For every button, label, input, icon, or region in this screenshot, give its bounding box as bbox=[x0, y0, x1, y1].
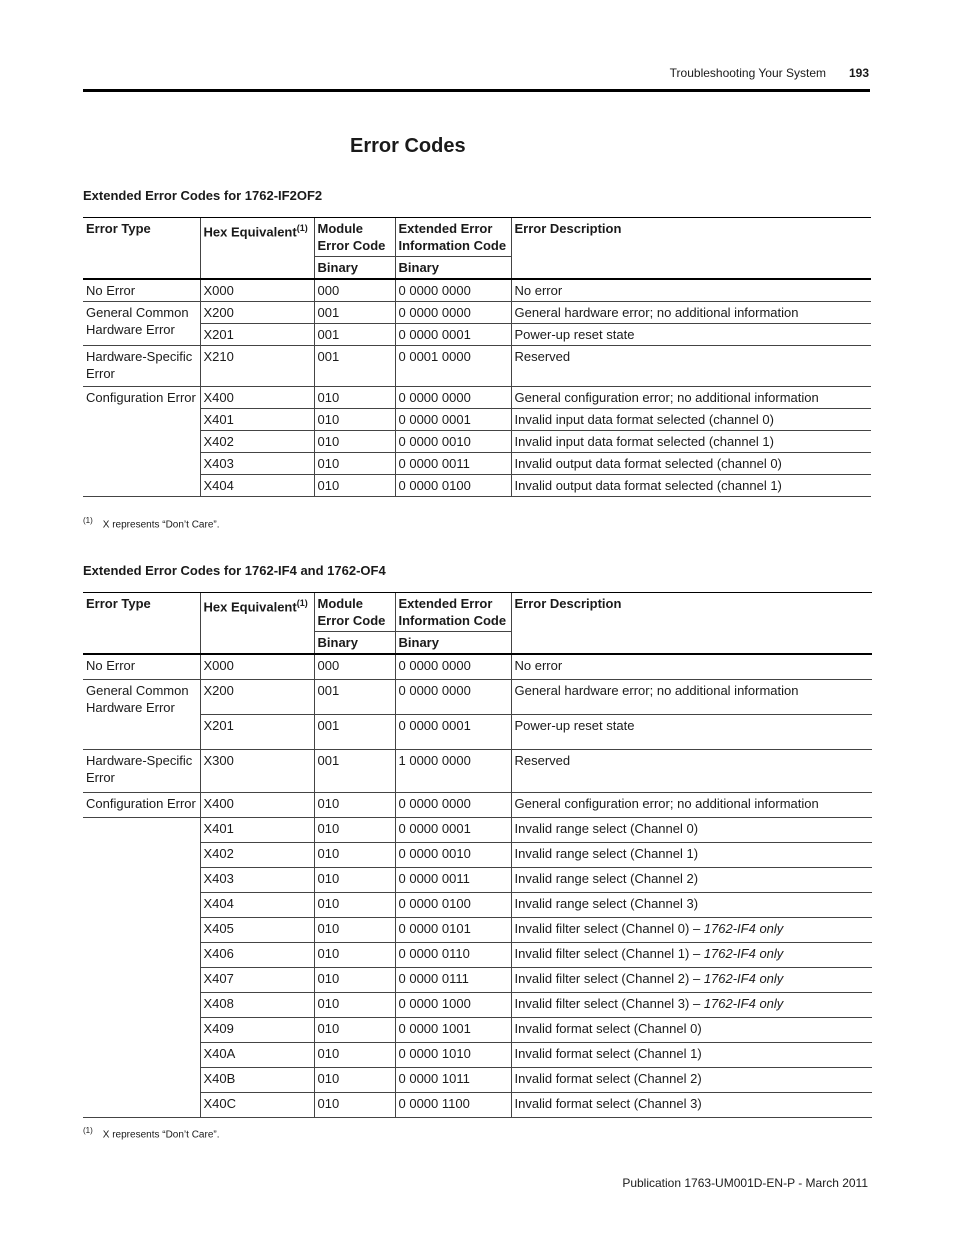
cell-description-note: 1762-IF4 only bbox=[703, 946, 784, 961]
cell-module: 010 bbox=[314, 1068, 395, 1093]
cell-extended: 0 0000 0101 bbox=[395, 918, 511, 943]
table-row bbox=[83, 302, 871, 324]
table-1-footnote bbox=[83, 516, 220, 530]
table-row bbox=[83, 793, 872, 818]
cell-module: 010 bbox=[314, 818, 395, 843]
cell-module: 001 bbox=[314, 680, 395, 715]
running-header: Troubleshooting Your System bbox=[669, 66, 826, 80]
table-row bbox=[83, 843, 872, 868]
footnote-text: X represents “Don’t Care”. bbox=[102, 1129, 220, 1141]
table-row bbox=[83, 279, 871, 302]
cell-module: 010 bbox=[314, 409, 395, 431]
cell-module: 001 bbox=[314, 750, 395, 793]
table-row bbox=[83, 943, 872, 968]
header-error-description: Error Description bbox=[511, 593, 872, 655]
cell-hex: X201 bbox=[200, 715, 314, 750]
cell-hex: X409 bbox=[200, 1018, 314, 1043]
cell-description: Power-up reset state bbox=[511, 324, 871, 346]
cell-module: 010 bbox=[314, 868, 395, 893]
cell-hex: X403 bbox=[200, 868, 314, 893]
table-row bbox=[83, 680, 872, 715]
cell-module: 010 bbox=[314, 968, 395, 993]
cell-hex: X406 bbox=[200, 943, 314, 968]
cell-description: Invalid filter select (Channel 1) – 1762-IF4 only bbox=[511, 943, 872, 968]
cell-module: 010 bbox=[314, 1093, 395, 1118]
footnote-text: X represents “Don’t Care”. bbox=[102, 519, 220, 531]
cell-error-type: General Common Hardware Error bbox=[83, 680, 200, 750]
cell-description: General hardware error; no additional information bbox=[511, 302, 871, 324]
table-row bbox=[83, 750, 872, 793]
cell-description: General configuration error; no additional information bbox=[511, 387, 871, 409]
cell-module: 010 bbox=[314, 387, 395, 409]
table-row bbox=[83, 893, 872, 918]
table-row bbox=[83, 1068, 872, 1093]
cell-description: Invalid filter select (Channel 3) – 1762-IF4 only bbox=[511, 993, 872, 1018]
cell-module: 000 bbox=[314, 654, 395, 680]
footnote-ref: (1) bbox=[296, 223, 308, 233]
cell-hex: X400 bbox=[200, 793, 314, 818]
table-row bbox=[83, 346, 871, 387]
cell-hex: X404 bbox=[200, 893, 314, 918]
cell-extended: 1 0000 0000 bbox=[395, 750, 511, 793]
header-error-description: Error Description bbox=[511, 218, 871, 280]
cell-module: 010 bbox=[314, 893, 395, 918]
cell-hex: X405 bbox=[200, 918, 314, 943]
cell-module: 000 bbox=[314, 279, 395, 302]
cell-description: Power-up reset state bbox=[511, 715, 872, 750]
cell-error-type: No Error bbox=[83, 279, 200, 302]
cell-description: Invalid format select (Channel 3) bbox=[511, 1093, 872, 1118]
cell-hex: X210 bbox=[200, 346, 314, 387]
cell-hex: X403 bbox=[200, 453, 314, 475]
cell-description: Invalid input data format selected (channel 0) bbox=[511, 409, 871, 431]
table-row bbox=[83, 431, 871, 453]
cell-extended: 0 0000 0010 bbox=[395, 431, 511, 453]
cell-hex: X40C bbox=[200, 1093, 314, 1118]
error-codes-table-2 bbox=[83, 592, 872, 1118]
cell-extended: 0 0001 0000 bbox=[395, 346, 511, 387]
table-row bbox=[83, 1093, 872, 1118]
table-row bbox=[83, 715, 872, 750]
cell-extended: 0 0000 0000 bbox=[395, 302, 511, 324]
cell-module: 010 bbox=[314, 993, 395, 1018]
table-row bbox=[83, 409, 871, 431]
cell-hex: X40A bbox=[200, 1043, 314, 1068]
cell-extended: 0 0000 0011 bbox=[395, 868, 511, 893]
cell-description: Invalid output data format selected (channel 1) bbox=[511, 475, 871, 497]
cell-description: Invalid input data format selected (channel 1) bbox=[511, 431, 871, 453]
cell-hex: X402 bbox=[200, 843, 314, 868]
header-hex-equivalent: Hex Equivalent$^{(1)}$ bbox=[200, 218, 314, 280]
cell-description: Reserved bbox=[511, 346, 871, 387]
cell-extended: 0 0000 0001 bbox=[395, 409, 511, 431]
table-row bbox=[83, 475, 871, 497]
cell-description: Invalid format select (Channel 0) bbox=[511, 1018, 872, 1043]
cell-description-note: 1762-IF4 only bbox=[703, 921, 784, 936]
cell-extended: 0 0000 0001 bbox=[395, 818, 511, 843]
cell-extended: 0 0000 0000 bbox=[395, 793, 511, 818]
cell-extended: 0 0000 0100 bbox=[395, 475, 511, 497]
cell-hex: X200 bbox=[200, 302, 314, 324]
table-1-title: Extended Error Codes for 1762-IF2OF2 bbox=[83, 188, 323, 203]
cell-error-type: General Common Hardware Error bbox=[83, 302, 200, 346]
table-row bbox=[83, 324, 871, 346]
footnote-mark: (1) bbox=[83, 1126, 93, 1135]
cell-description: No error bbox=[511, 654, 872, 680]
cell-module: 010 bbox=[314, 1043, 395, 1068]
cell-module: 010 bbox=[314, 793, 395, 818]
table-row bbox=[83, 993, 872, 1018]
cell-description-note: 1762-IF4 only bbox=[703, 971, 784, 986]
cell-description: General hardware error; no additional information bbox=[511, 680, 872, 715]
table-row bbox=[83, 918, 872, 943]
table-row bbox=[83, 453, 871, 475]
cell-description: Invalid output data format selected (channel 0) bbox=[511, 453, 871, 475]
section-title: Error Codes bbox=[350, 135, 466, 157]
cell-extended: 0 0000 0110 bbox=[395, 943, 511, 968]
table-row bbox=[83, 654, 872, 680]
cell-description: Invalid range select (Channel 2) bbox=[511, 868, 872, 893]
header-binary: Binary bbox=[314, 257, 395, 280]
header-extended-error-code: Extended Error Information Code bbox=[395, 218, 511, 257]
header-module-error-code: Module Error Code bbox=[314, 593, 395, 632]
cell-hex: X201 bbox=[200, 324, 314, 346]
cell-module: 010 bbox=[314, 843, 395, 868]
cell-description: Invalid range select (Channel 3) bbox=[511, 893, 872, 918]
cell-hex: X402 bbox=[200, 431, 314, 453]
footnote-ref: (1) bbox=[296, 598, 308, 608]
header-error-type: Error Type bbox=[83, 593, 200, 655]
cell-hex: X000 bbox=[200, 654, 314, 680]
cell-extended: 0 0000 0011 bbox=[395, 453, 511, 475]
header-error-type: Error Type bbox=[83, 218, 200, 280]
cell-extended: 0 0000 1001 bbox=[395, 1018, 511, 1043]
cell-description: Invalid format select (Channel 2) bbox=[511, 1068, 872, 1093]
cell-module: 010 bbox=[314, 431, 395, 453]
cell-hex: X408 bbox=[200, 993, 314, 1018]
cell-hex: X40B bbox=[200, 1068, 314, 1093]
cell-extended: 0 0000 1000 bbox=[395, 993, 511, 1018]
cell-description: Invalid range select (Channel 0) bbox=[511, 818, 872, 843]
cell-description-note: 1762-IF4 only bbox=[703, 996, 784, 1011]
header-extended-error-code: Extended Error Information Code bbox=[395, 593, 511, 632]
cell-module: 010 bbox=[314, 1018, 395, 1043]
cell-hex: X200 bbox=[200, 680, 314, 715]
cell-extended: 0 0000 0111 bbox=[395, 968, 511, 993]
cell-extended: 0 0000 0000 bbox=[395, 279, 511, 302]
footnote-mark: (1) bbox=[83, 516, 93, 525]
cell-error-type: Configuration Error bbox=[83, 793, 200, 818]
cell-extended: 0 0000 1010 bbox=[395, 1043, 511, 1068]
cell-error-type: Configuration Error bbox=[83, 387, 200, 497]
cell-extended: 0 0000 0000 bbox=[395, 654, 511, 680]
header-rule bbox=[83, 89, 870, 92]
cell-hex: X400 bbox=[200, 387, 314, 409]
cell-extended: 0 0000 0010 bbox=[395, 843, 511, 868]
table-row bbox=[83, 818, 872, 843]
header-binary: Binary bbox=[395, 257, 511, 280]
header-binary: Binary bbox=[314, 632, 395, 655]
cell-module: 010 bbox=[314, 943, 395, 968]
cell-module: 010 bbox=[314, 918, 395, 943]
header-binary: Binary bbox=[395, 632, 511, 655]
cell-error-type: No Error bbox=[83, 654, 200, 680]
cell-description: General configuration error; no additional information bbox=[511, 793, 872, 818]
cell-hex: X404 bbox=[200, 475, 314, 497]
cell-module: 001 bbox=[314, 324, 395, 346]
table-row bbox=[83, 387, 871, 409]
error-codes-table-1 bbox=[83, 217, 871, 497]
cell-description: Invalid filter select (Channel 2) – 1762-IF4 only bbox=[511, 968, 872, 993]
header-hex-equivalent: Hex Equivalent$^{(1)}$ bbox=[200, 593, 314, 655]
table-2-footnote bbox=[83, 1126, 220, 1140]
cell-module: 001 bbox=[314, 302, 395, 324]
cell-error-type: Hardware-Specific Error bbox=[83, 346, 200, 387]
table-row bbox=[83, 868, 872, 893]
cell-description: Invalid format select (Channel 1) bbox=[511, 1043, 872, 1068]
table-row bbox=[83, 1043, 872, 1068]
table-row bbox=[83, 1018, 872, 1043]
cell-description: No error bbox=[511, 279, 871, 302]
cell-module: 001 bbox=[314, 715, 395, 750]
cell-extended: 0 0000 0000 bbox=[395, 680, 511, 715]
cell-hex: X401 bbox=[200, 409, 314, 431]
cell-extended: 0 0000 0001 bbox=[395, 324, 511, 346]
publication-footer: Publication 1763-UM001D-EN-P - March 2011 bbox=[622, 1176, 868, 1190]
cell-hex: X000 bbox=[200, 279, 314, 302]
cell-module: 010 bbox=[314, 475, 395, 497]
cell-module: 001 bbox=[314, 346, 395, 387]
cell-error-type: Hardware-Specific Error bbox=[83, 750, 200, 793]
cell-hex: X300 bbox=[200, 750, 314, 793]
cell-extended: 0 0000 0100 bbox=[395, 893, 511, 918]
cell-hex: X407 bbox=[200, 968, 314, 993]
table-row bbox=[83, 968, 872, 993]
cell-description: Reserved bbox=[511, 750, 872, 793]
cell-description: Invalid filter select (Channel 0) – 1762-IF4 only bbox=[511, 918, 872, 943]
cell-extended: 0 0000 0000 bbox=[395, 387, 511, 409]
cell-error-type bbox=[83, 818, 200, 1118]
cell-extended: 0 0000 1100 bbox=[395, 1093, 511, 1118]
header-module-error-code: Module Error Code bbox=[314, 218, 395, 257]
cell-extended: 0 0000 0001 bbox=[395, 715, 511, 750]
table-2-title: Extended Error Codes for 1762-IF4 and 1762-OF4 bbox=[83, 563, 386, 578]
cell-module: 010 bbox=[314, 453, 395, 475]
cell-hex: X401 bbox=[200, 818, 314, 843]
page-number: 193 bbox=[848, 66, 869, 80]
cell-description: Invalid range select (Channel 1) bbox=[511, 843, 872, 868]
cell-extended: 0 0000 1011 bbox=[395, 1068, 511, 1093]
